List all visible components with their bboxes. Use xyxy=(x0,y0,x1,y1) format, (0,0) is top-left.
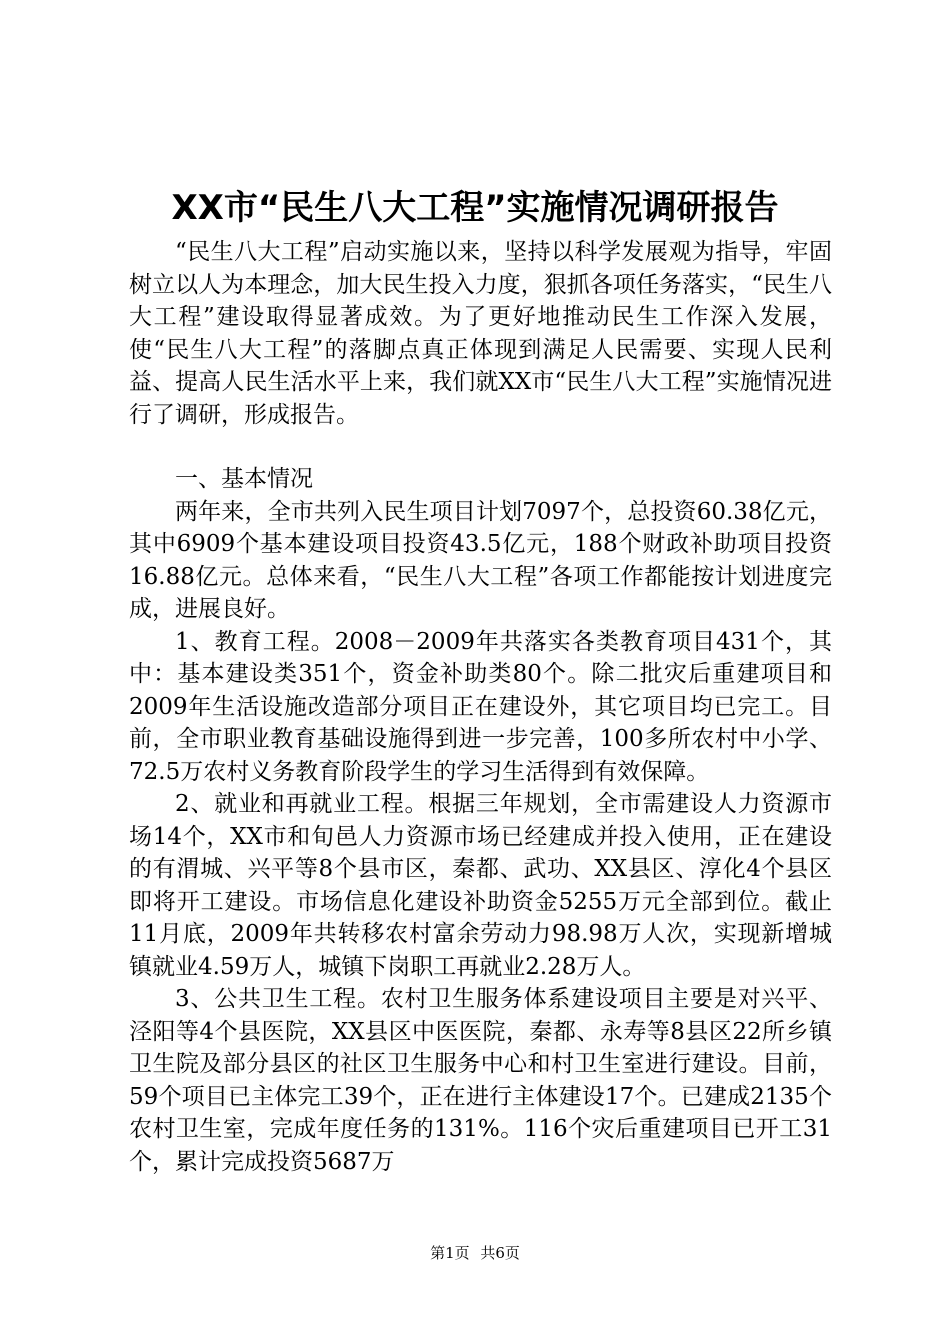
page-number: 第1页 xyxy=(430,1244,470,1262)
intro-paragraph: “民生八大工程”启动实施以来，坚持以科学发展观为指导，牢固树立以人为本理念，加大民生投入力度，狠抓各项任务落实，“民生八大工程”建设取得显著成效。为了更好地推动民生工作深入发展，使“民生八大工程”的落脚点真正体现到满足人民需要、实现人民利益、提高人民生活水平上来，我们就XX市“民生八大工程”实施情况进行了调研，形成报告。 xyxy=(129,239,832,428)
page-total: 共6页 xyxy=(480,1244,520,1262)
document-body xyxy=(129,236,832,1178)
document-title: XX市“民生八大工程”实施情况调研报告 xyxy=(171,188,779,228)
body-paragraph: 3、公共卫生工程。农村卫生服务体系建设项目主要是对兴平、泾阳等4个县医院，XX县区中医医院，秦都、永寿等8县区22所乡镇卫生院及部分县区的社区卫生服务中心和村卫生室进行建设。目前，59个项目已主体完工39个，正在进行主体建设17个。已建成2135个农村卫生室，完成年度任务的131%。116个灾后重建项目已开工31个，累计完成投资5687万 xyxy=(129,986,833,1175)
page-footer xyxy=(0,1243,950,1263)
body-paragraph: 1、教育工程。2008－2009年共落实各类教育项目431个，其中：基本建设类351个，资金补助类80个。除二批灾后重建项目和2009年生活设施改造部分项目正在建设外，其它项目均已完工。目前，全市职业教育基础设施得到进一步完善，100多所农村中小学、72.5万农村义务教育阶段学生的学习生活得到有效保障。 xyxy=(129,628,832,785)
section-heading: 一、基本情况 xyxy=(175,466,313,492)
body-paragraph: 2、就业和再就业工程。根据三年规划，全市需建设人力资源市场14个，XX市和旬邑人力资源市场已经建成并投入使用，正在建设的有渭城、兴平等8个县市区，秦都、武功、XX县区、淳化4个县区即将开工建设。市场信息化建设补助资金5255万元全部到位。截止11月底，2009年共转移农村富余劳动力98.98万人次，实现新增城镇就业4.59万人，城镇下岗职工再就业2.28万人。 xyxy=(129,791,832,980)
body-paragraph: 两年来，全市共列入民生项目计划7097个，总投资60.38亿元，其中6909个基本建设项目投资43.5亿元，188个财政补助项目投资16.88亿元。总体来看，“民生八大工程”各项工作都能按计划进度完成，进展良好。 xyxy=(129,498,832,622)
